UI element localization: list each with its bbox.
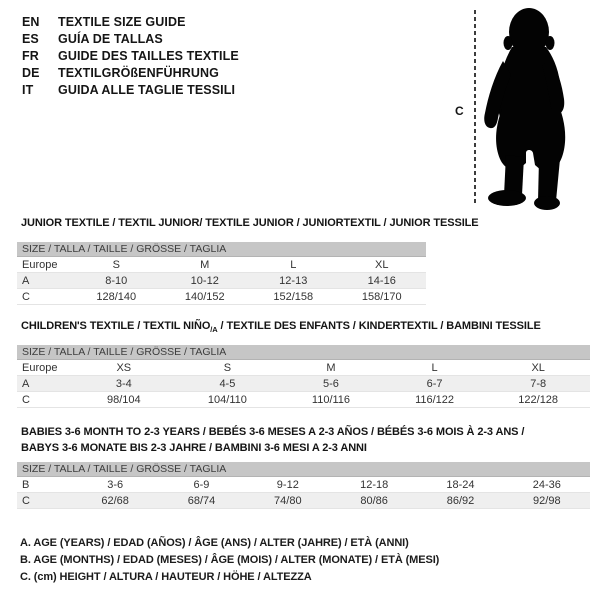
language-code: DE [22, 65, 40, 80]
row-label: Europe [22, 258, 58, 271]
size-cell: L [431, 361, 438, 374]
language-code: EN [22, 14, 40, 29]
language-row-it [22, 81, 239, 98]
size-cell: 74/80 [274, 494, 302, 507]
language-row-en [22, 13, 239, 30]
size-row-europe [17, 360, 590, 376]
footnote-age-months: B. AGE (MONTHS) / EDAD (MESES) / ÂGE (MOIS) / ALTER (MONATE) / ETÀ (MESI) [20, 554, 440, 566]
size-cell: 140/152 [184, 290, 225, 303]
size-cell: 18-24 [446, 478, 475, 491]
size-header-bar: SIZE / TALLA / TAILLE / GRÖSSE / TAGLIA [17, 462, 590, 477]
language-code: FR [22, 48, 39, 63]
size-cell: XL [375, 258, 389, 271]
footnote-age-years: A. AGE (YEARS) / EDAD (AÑOS) / ÂGE (ANS) / ALTER (JAHRE) / ETÀ (ANNI) [20, 537, 409, 549]
size-cell: 6-7 [426, 377, 443, 390]
size-cell: 12-18 [360, 478, 389, 491]
size-cell: 92/98 [533, 494, 561, 507]
babies-section-title [21, 424, 524, 456]
size-cell: 8-10 [105, 274, 128, 287]
size-cell: 116/122 [415, 393, 455, 406]
size-header-bar: SIZE / TALLA / TAILLE / GRÖSSE / TAGLIA [17, 242, 426, 257]
row-label: C [22, 494, 30, 507]
size-cell: 5-6 [323, 377, 339, 390]
language-title: GUIDA ALLE TAGLIE TESSILI [58, 82, 236, 97]
size-cell: 10-12 [190, 274, 219, 287]
age-row-a [17, 376, 590, 392]
size-cell: M [326, 361, 336, 374]
height-row-c [17, 392, 590, 408]
height-dimension-label: C [455, 104, 464, 118]
language-title-list [22, 13, 239, 98]
children-table [17, 345, 590, 408]
language-title: TEXTILE SIZE GUIDE [58, 14, 186, 29]
row-label: A [22, 377, 30, 390]
size-cell: 128/140 [96, 290, 137, 303]
size-cell: 6-9 [193, 478, 210, 491]
language-title: GUÍA DE TALLAS [58, 31, 163, 46]
size-cell: 152/158 [273, 290, 314, 303]
size-row-europe [17, 257, 426, 273]
size-cell: 9-12 [276, 478, 299, 491]
toddler-silhouette-image [481, 5, 581, 211]
children-title-pre: CHILDREN'S TEXTILE / TEXTIL NIÑO [21, 320, 211, 332]
footnote-height: C. (cm) HEIGHT / ALTURA / HAUTEUR / HÖHE / ALTEZZA [20, 571, 312, 583]
language-row-fr [22, 47, 239, 64]
size-cell: XL [531, 361, 545, 374]
size-cell: S [223, 361, 232, 374]
size-cell: 3-4 [115, 377, 132, 390]
size-cell: 3-6 [107, 478, 124, 491]
size-cell: 7-8 [530, 377, 547, 390]
size-header-bar: SIZE / TALLA / TAILLE / GRÖSSE / TAGLIA [17, 345, 590, 360]
height-measure-dashed-line [474, 10, 476, 206]
row-label: C [22, 290, 30, 303]
size-cell: 122/128 [518, 393, 559, 406]
row-label: Europe [22, 361, 58, 374]
size-cell: 158/170 [361, 290, 402, 303]
junior-section-title: JUNIOR TEXTILE / TEXTIL JUNIOR/ TEXTILE JUNIOR / JUNIORTEXTIL / JUNIOR TESSILE [21, 217, 479, 229]
language-row-es [22, 30, 239, 47]
language-title: TEXTILGRÖßENFÜHRUNG [58, 65, 219, 80]
size-cell: M [200, 258, 210, 271]
size-cell: 110/116 [311, 393, 351, 406]
size-cell: 24-36 [532, 478, 561, 491]
row-label: A [22, 274, 30, 287]
size-cell: 4-5 [219, 377, 236, 390]
babies-title-line1: BABIES 3-6 MONTH TO 2-3 YEARS / BEBÉS 3-6 MESES A 2-3 AÑOS / BÉBÉS 3-6 MOIS À 2-3 ANS / [21, 426, 525, 438]
language-title: GUIDE DES TAILLES TEXTILE [58, 48, 239, 63]
language-code: IT [22, 82, 34, 97]
row-label: C [22, 393, 30, 406]
size-cell: XS [116, 361, 132, 374]
size-cell: L [290, 258, 297, 271]
size-cell: 86/92 [446, 494, 475, 507]
size-cell: 68/74 [187, 494, 216, 507]
age-row-a [17, 273, 426, 289]
children-section-title [21, 318, 541, 338]
children-title-post: / TEXTILE DES ENFANTS / KINDERTEXTIL / BAMBINI TESSILE [217, 320, 541, 332]
size-cell: S [112, 258, 120, 271]
size-cell: 14-16 [367, 274, 396, 287]
height-row-c [17, 289, 426, 305]
language-row-de [22, 64, 239, 81]
babies-title-line2: BABYS 3-6 MONATE BIS 2-3 JAHRE / BAMBINI 3-6 MESI A 2-3 ANNI [21, 442, 367, 454]
size-cell: 104/110 [207, 393, 247, 406]
height-row-c [17, 493, 590, 509]
language-code: ES [22, 31, 39, 46]
size-cell: 80/86 [360, 494, 388, 507]
junior-table [17, 242, 426, 305]
children-title-subscript: /A [210, 325, 218, 335]
size-cell: 62/68 [101, 494, 129, 507]
age-row-b [17, 477, 590, 493]
row-label: B [22, 478, 30, 491]
size-cell: 12-13 [279, 274, 308, 287]
size-cell: 98/104 [106, 393, 141, 406]
babies-table [17, 462, 590, 509]
